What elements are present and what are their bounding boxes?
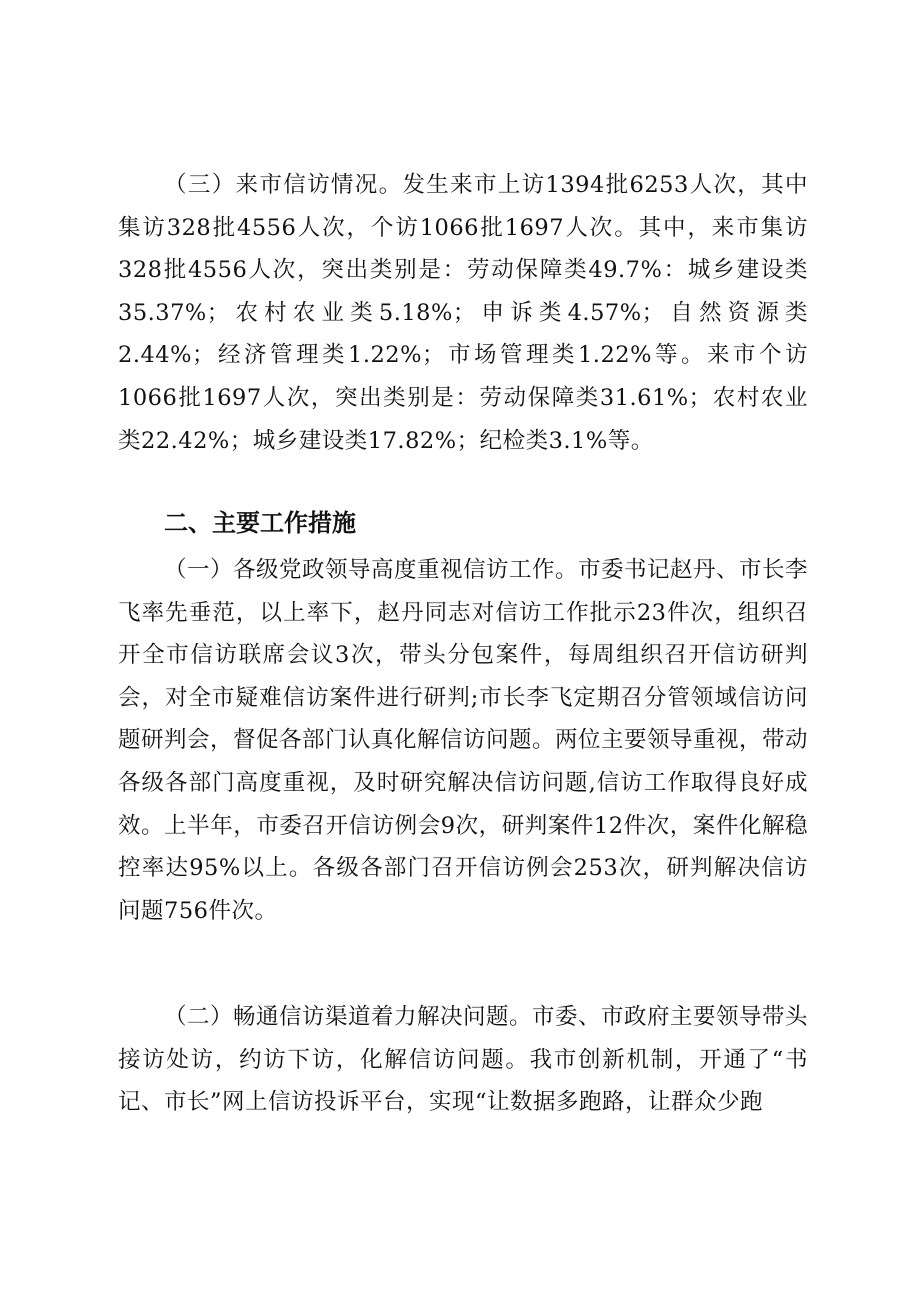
paragraph-leadership-measures: （一）各级党政领导高度重视信访工作。市委书记赵丹、市长李飞率先垂范，以上率下，赵丹同志对信访工作批示23件次，组织召开全市信访联席会议3次，带头分包案件，每周组织召开信访研判会，对全市疑难信访案件进行研判;市长李飞定期召分管领域信访问题研判会，督促各部门认真化解信访问题。两位主要领导重视，带动各级各部门高度重视，及时研究解决信访问题,信访工作取得良好成效。上半年，市委召开信访例会9次，研判案件12件次，案件化解稳控率达95%以上。各级各部门召开信访例会253次，研判解决信访问题756件次。: [118, 557, 809, 924]
paragraph-petition-channels: （二）畅通信访渠道着力解决问题。市委、市政府主要领导带头接访处访，约访下访，化解信访问题。我市创新机制，开通了“书记、市长”网上信访投诉平台，实现“让数据多跑路，让群众少跑: [118, 1004, 809, 1116]
paragraph-visit-statistics: （三）来市信访情况。发生来市上访1394批6253人次，其中集访328批4556人次，个访1066批1697人次。其中，来市集访328批4556人次，突出类别是：劳动保障类49.7%：城乡建设类35.37%；农村农业类5.18%；申诉类4.57%；自然资源类2.44%；经济管理类1.22%；市场管理类1.22%等。来市个访1066批1697人次，突出类别是：劳动保障类31.61%；农村农业类22.42%；城乡建设类17.82%；纪检类3.1%等。: [118, 172, 808, 454]
section-heading: 二、主要工作措施: [164, 509, 356, 537]
